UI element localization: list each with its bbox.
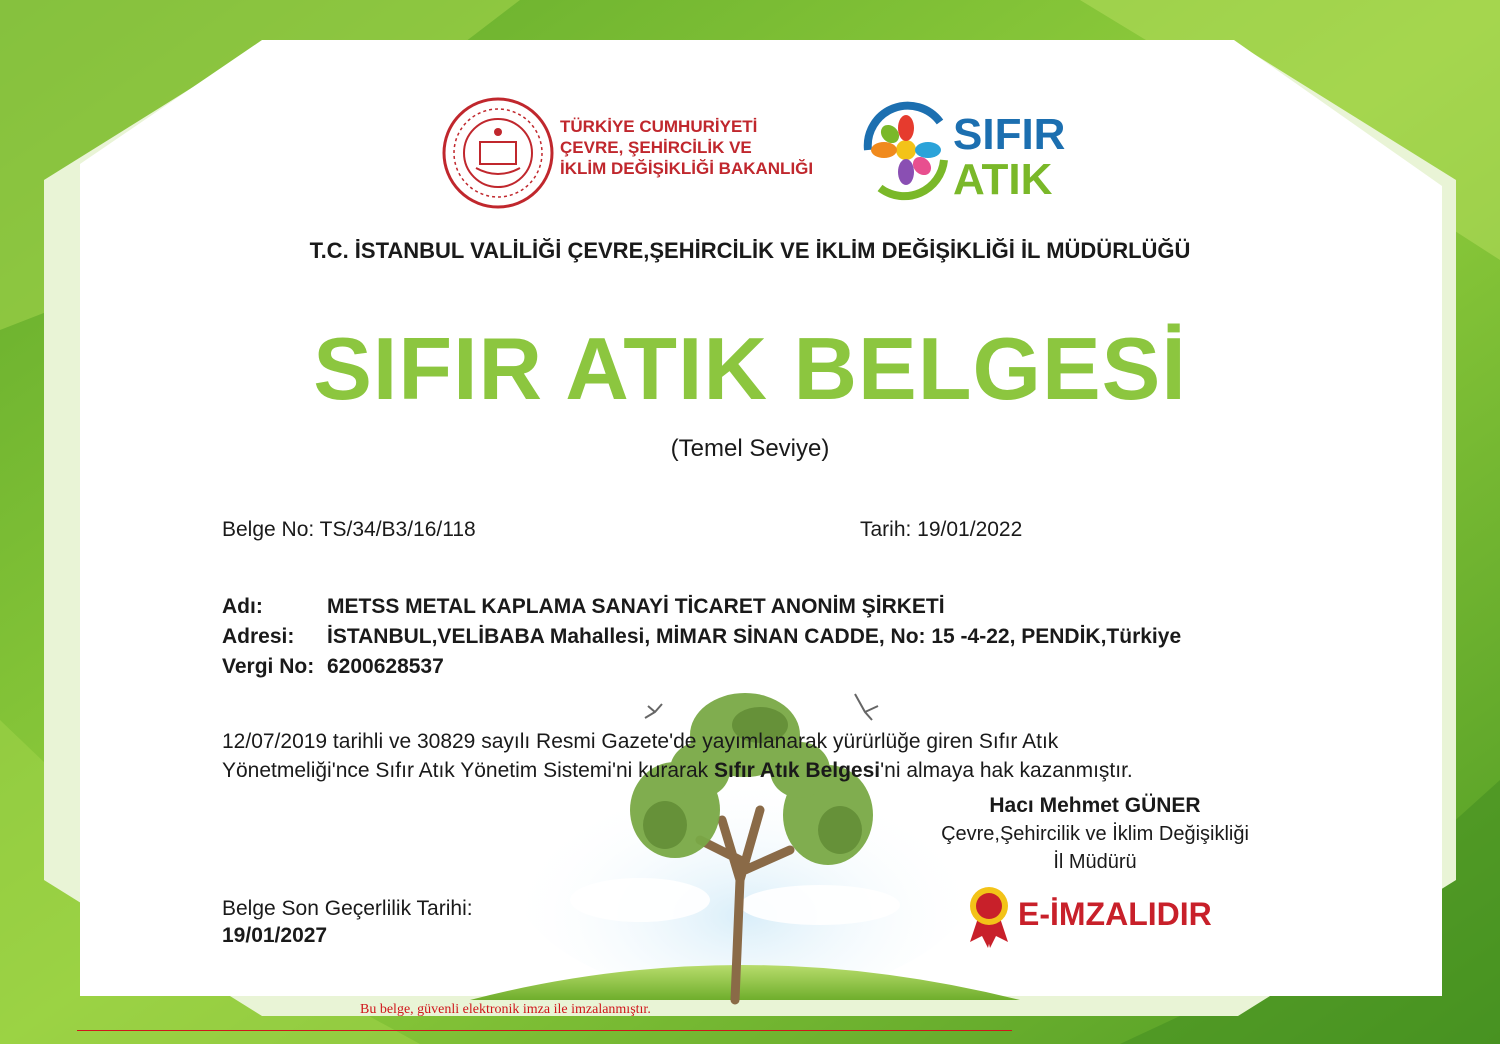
signatory-title-2: İl Müdürü xyxy=(1053,851,1137,873)
statement-line-1: 12/07/2019 tarihli ve 30829 sayılı Resmi Gazete'de yayımlanarak yürürlüğe giren Sıfır Atık xyxy=(222,730,1059,753)
esign-footnote: Bu belge, güvenli elektronik imza ile imzalanmıştır. xyxy=(360,1002,651,1017)
certificate-level: (Temel Seviye) xyxy=(670,435,830,462)
ministry-line-3: İKLİM DEĞİŞİKLİĞİ BAKANLIĞI xyxy=(560,159,814,178)
zero-waste-logo-word1: SIFIR xyxy=(953,110,1066,159)
validity-date: 19/01/2027 xyxy=(222,924,328,947)
validity-label: Belge Son Geçerlilik Tarihi: xyxy=(222,897,473,920)
name-label: Adı: xyxy=(222,595,263,618)
ministry-line-1: TÜRKİYE CUMHURİYETİ xyxy=(560,117,758,136)
signatory-name: Hacı Mehmet GÜNER xyxy=(989,794,1201,817)
directorate-heading: T.C. İSTANBUL VALİLİĞİ ÇEVRE,ŞEHİRCİLİK VE İKLİM DEĞİŞİKLİĞİ İL MÜDÜRLÜĞÜ xyxy=(309,238,1191,263)
zero-waste-logo-text xyxy=(953,112,1065,202)
ministry-logo-text xyxy=(560,116,813,179)
esign-badge: E-İMZALIDIR xyxy=(1018,896,1212,932)
ministry-line-2: ÇEVRE, ŞEHİRCİLİK VE xyxy=(560,138,752,157)
address-label: Adresi: xyxy=(222,625,295,648)
document-date: Tarih: 19/01/2022 xyxy=(860,518,1023,541)
statement-line-2-bold: Sıfır Atık Belgesi xyxy=(714,759,881,782)
signatory-title-1: Çevre,Şehircilik ve İklim Değişikliği xyxy=(941,823,1249,845)
document-number: Belge No: TS/34/B3/16/118 xyxy=(222,518,476,541)
holder-name: METSS METAL KAPLAMA SANAYİ TİCARET ANONİM ŞİRKETİ xyxy=(327,595,945,618)
esign-seal-icon xyxy=(970,887,1008,948)
holder-tax-no: 6200628537 xyxy=(327,655,444,678)
statement-line-2-prefix: Yönetmeliği'nce Sıfır Atık Yönetim Sistemi'ni kurarak xyxy=(222,759,715,782)
holder-address: İSTANBUL,VELİBABA Mahallesi, MİMAR SİNAN CADDE, No: 15 -4-22, PENDİK,Türkiye xyxy=(327,625,1182,648)
footer-rule xyxy=(77,1030,1012,1031)
tax-label: Vergi No: xyxy=(222,655,315,678)
zero-waste-logo-word2: ATIK xyxy=(953,155,1053,204)
statement-line-2 xyxy=(222,759,1133,783)
certificate-title: SIFIR ATIK BELGESİ xyxy=(313,319,1187,418)
statement-line-2-suffix: 'ni almaya hak kazanmıştır. xyxy=(880,759,1133,782)
